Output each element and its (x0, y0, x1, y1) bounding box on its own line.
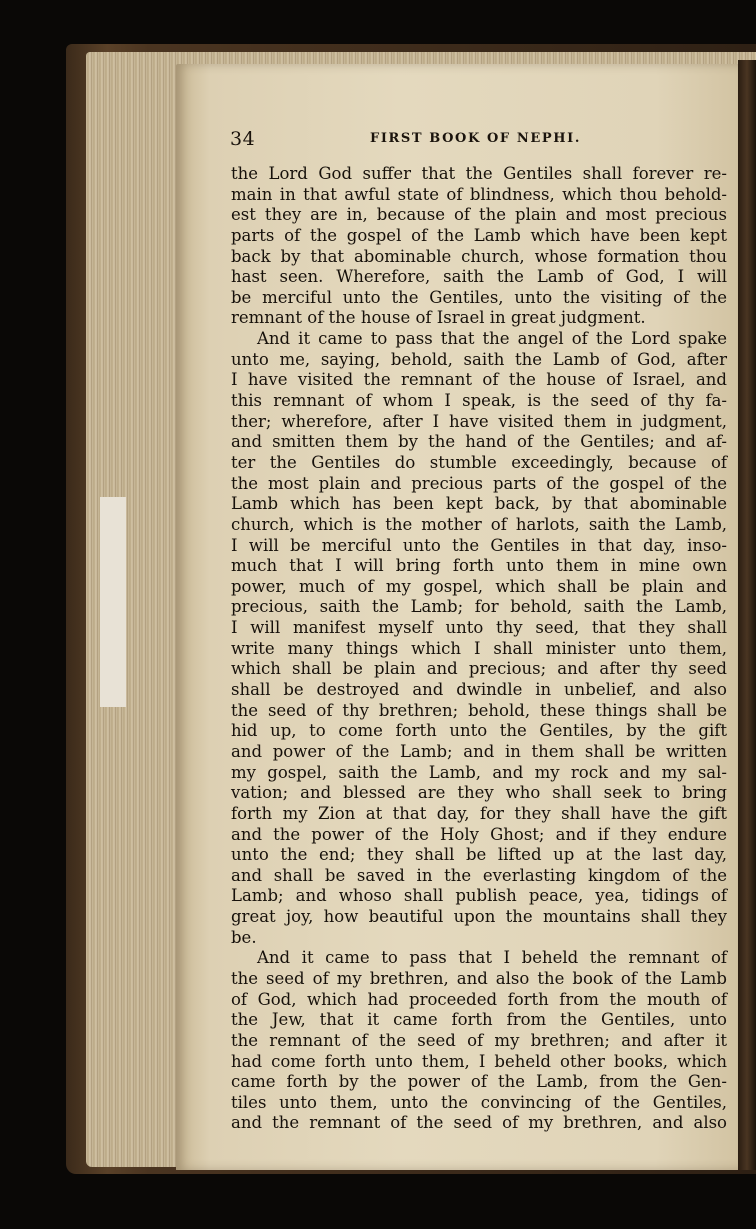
running-head: FIRST BOOK OF NEPHI. (370, 131, 581, 146)
text-line: I have visited the remnant of the house of Israel, and (231, 370, 727, 390)
text-line: great joy, how beautiful upon the mountains shall they (231, 907, 727, 927)
text-line: vation; and blessed are they who shall seek to bring (231, 783, 727, 803)
text-line: unto me, saying, behold, saith the Lamb of God, after (231, 349, 727, 369)
text-line: precious, saith the Lamb; for behold, saith the Lamb, (231, 597, 727, 617)
text-line: the remnant of the seed of my brethren; and after it (231, 1030, 727, 1050)
text-line: the seed of thy brethren; behold, these things shall be (231, 700, 727, 720)
text-line: hast seen. Wherefore, saith the Lamb of God, I will (231, 267, 727, 287)
page-header (230, 128, 710, 154)
text-line: main in that awful state of blindness, which thou behold- (231, 184, 727, 204)
text-line: Lamb which has been kept back, by that abominable (231, 494, 727, 514)
text-line: Lamb; and whoso shall publish peace, yea, tidings of (231, 886, 727, 906)
text-line: back by that abominable church, whose formation thou (231, 246, 727, 266)
text-line: remnant of the house of Israel in great judgment. (231, 308, 646, 328)
text-line: church, which is the mother of harlots, saith the Lamb, (231, 514, 727, 534)
text-line: and power of the Lamb; and in them shall be written (231, 741, 727, 761)
text-line: ter the Gentiles do stumble exceedingly, because of (231, 452, 727, 472)
text-line: my gospel, saith the Lamb, and my rock and my sal- (231, 762, 727, 782)
text-line: parts of the gospel of the Lamb which have been kept (231, 225, 727, 245)
text-line: est they are in, because of the plain and most precious (231, 205, 727, 225)
text-line: I will be merciful unto the Gentiles in that day, inso- (231, 535, 727, 555)
text-line: the Jew, that it came forth from the Gentiles, unto (231, 1010, 727, 1030)
text-line: which shall be plain and precious; and after thy seed (231, 659, 727, 679)
text-line: much that I will bring forth unto them in mine own (231, 556, 727, 576)
text-line: this remnant of whom I speak, is the seed of thy fa- (231, 391, 727, 411)
text-line: and the remnant of the seed of my brethren, and also (231, 1113, 727, 1133)
text-line: be. (231, 927, 257, 947)
text-line: had come forth unto them, I beheld other books, which (231, 1051, 727, 1071)
text-line: ther; wherefore, after I have visited them in judgment, (231, 411, 727, 431)
text-line: the most plain and precious parts of the gospel of the (231, 473, 727, 493)
body-text (231, 164, 727, 1134)
text-line: and the power of the Holy Ghost; and if they endure (231, 824, 727, 844)
text-line: I will manifest myself unto thy seed, that they shall (231, 618, 727, 638)
text-line: And it came to pass that the angel of the Lord spake (257, 329, 727, 349)
text-line: tiles unto them, unto the convincing of the Gentiles, (231, 1092, 727, 1112)
text-line: and smitten them by the hand of the Gentiles; and af- (231, 432, 727, 452)
text-line: forth my Zion at that day, for they shall have the gift (231, 803, 727, 823)
text-line: And it came to pass that I beheld the remnant of (257, 948, 727, 968)
text-line: and shall be saved in the everlasting kingdom of the (231, 865, 727, 885)
text-line: the seed of my brethren, and also the book of the Lamb (231, 968, 727, 988)
text-line: came forth by the power of the Lamb, from the Gen- (231, 1072, 727, 1092)
book-spine-edge (738, 60, 756, 1170)
text-line: shall be destroyed and dwindle in unbelief, and also (231, 680, 727, 700)
text-line: of God, which had proceeded forth from the mouth of (231, 989, 727, 1009)
text-line: the Lord God suffer that the Gentiles shall forever re- (231, 164, 727, 183)
bookmark-slip (100, 497, 126, 707)
text-line: unto the end; they shall be lifted up at the last day, (231, 845, 727, 865)
text-line: write many things which I shall minister unto them, (231, 638, 727, 658)
text-line: hid up, to come forth unto the Gentiles, by the gift (231, 721, 727, 741)
text-line: be merciful unto the Gentiles, unto the visiting of the (231, 287, 727, 307)
text-line: power, much of my gospel, which shall be plain and (231, 576, 727, 596)
page-number: 34 (230, 128, 256, 150)
